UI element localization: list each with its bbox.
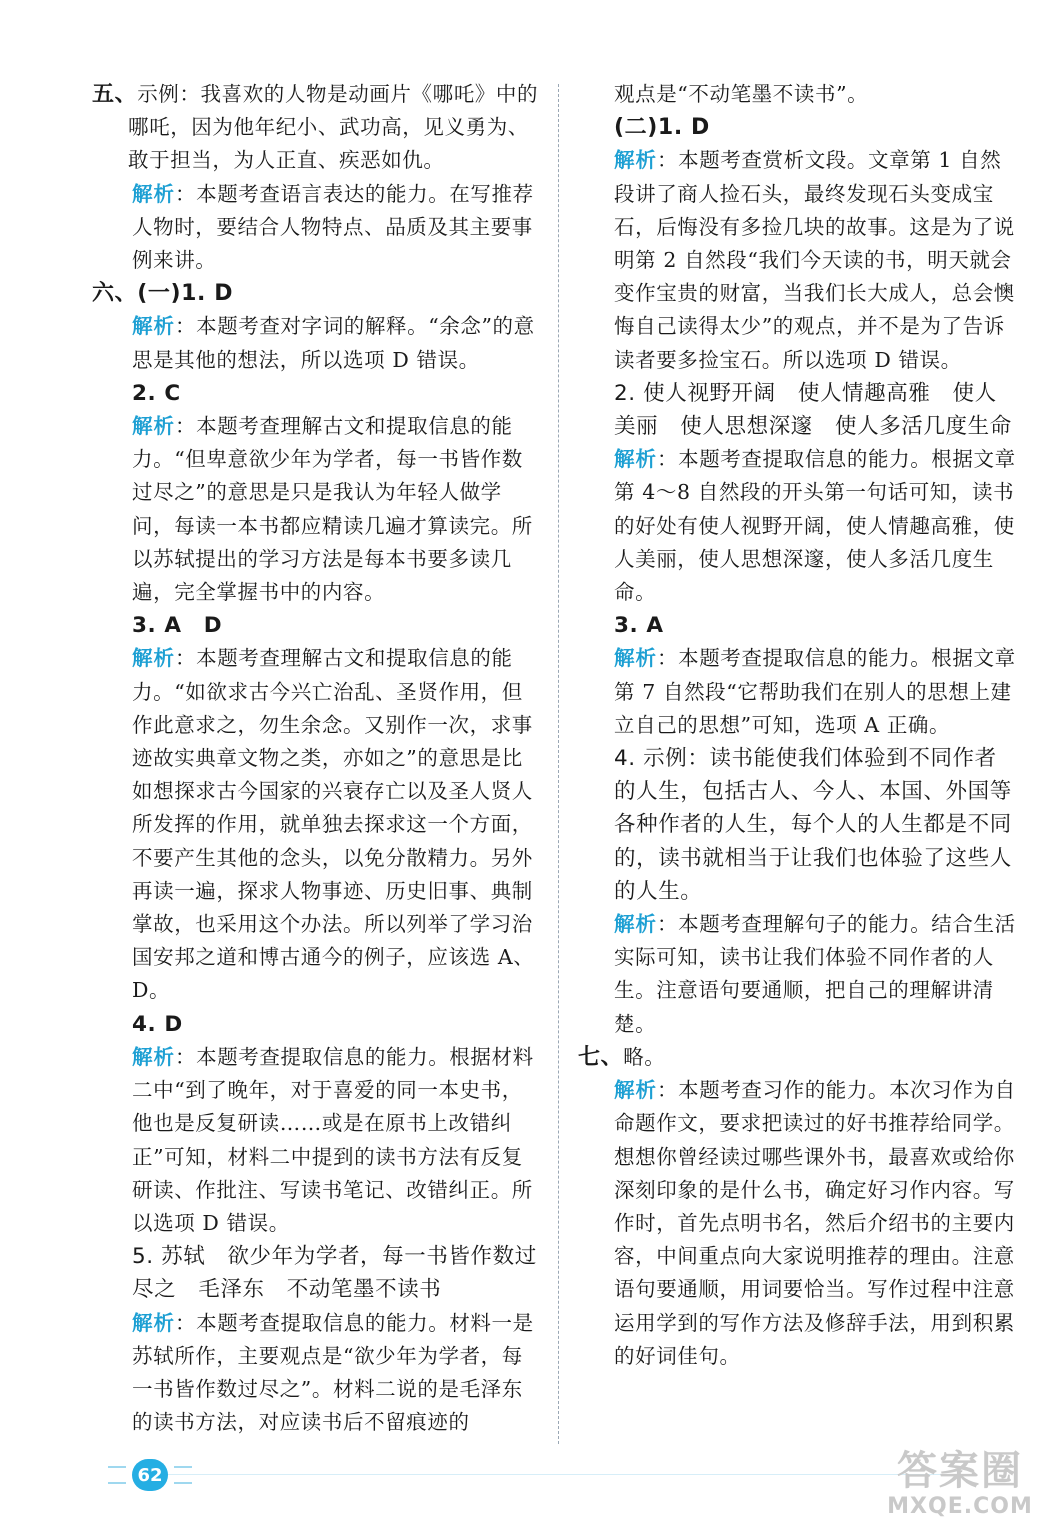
explanation-tag: 解析 (132, 414, 175, 439)
q6-3-explanation: 解析：本题考查理解古文和提取信息的能力。“如欲求古今兴亡治乱、圣贤作用，但作此意求之，勿生余念。又别作一次，求事迹故实典章文物之类，亦如之”的意思是比如想探求古今国家的兴衰存亡以及圣人贤人所发挥的作用，就单独去探求这一个方面，不要产生其他的念头，以免分散精力。另外再读一遍，探求人物事迹、历史旧事、典制掌故，也采用这个办法。所以列举了学习治国安邦之道和博古通今的例子，应该选 A、D。 (132, 646, 535, 1003)
r3-explanation: 解析：本题考查提取信息的能力。根据文章第 7 自然段“它帮助我们在别人的思想上建立自己的思想”可知，选项 A 正确。 (614, 646, 1016, 737)
q6-5-explanation: 解析：本题考查提取信息的能力。材料一是苏轼所作，主要观点是“欲少年为学者，每一书皆作数过尽之”。材料二说的是毛泽东的读书方法，对应读书后不留痕迹的 (132, 1310, 534, 1435)
q5-label: 五、 (92, 82, 138, 107)
q6-sub2-heading: (二)1. D (614, 115, 710, 141)
watermark-logo: 答案圈 MXQE.COM (887, 1448, 1033, 1519)
r1-explanation: 解析：本题考查赏析文段。文章第 1 自然段讲了商人捡石头，最终发现石头变成宝石，后悔没有多捡几块的故事。这是为了说明第 2 自然段“我们今天读的书，明天就会变作宝贵的财富，当我们长大成人，总会懊悔自己读得太少”的观点，并不是为了告诉读者要多捡宝石。所以选项 D 错误。 (614, 148, 1015, 372)
q6-heading (92, 277, 540, 310)
q6-4-explanation: 解析：本题考查提取信息的能力。根据材料二中“到了晚年，对于喜爱的同一本史书，他也是反复研读……或是在原书上改错纠正”可知，材料二中提到的读书方法有反复研读、作批注、写读书笔记、改错纠正。所以选项 D 错误。 (132, 1044, 534, 1235)
q7-explanation: 解析：本题考查习作的能力。本次习作为自命题作文，要求把读过的好书推荐给同学。想想你曾经读过哪些课外书，最喜欢或给你深刻印象的是什么书，确定好习作内容。写作时，首先点明书名，然后介绍书的主要内容，中间重点向大家说明推荐的理由。注意语句要通顺，用词要恰当。写作过程中注意运用学到的写作方法及修辞手法，用到积累的好词佳句。 (614, 1078, 1016, 1368)
q6-3-answer: 3. A D (132, 613, 223, 639)
q6-5-answer: 5. 苏轼 欲少年为学者，每一书皆作数过尽之 毛泽东 不动笔墨不读书 (132, 1244, 537, 1303)
footer-decoration-right (174, 1466, 192, 1484)
q6-1-explanation: 解析：本题考查对字词的解释。“余念”的意思是其他的想法，所以选项 D 错误。 (132, 314, 535, 372)
r4-answer: 4. 示例：读书能使我们体验到不同作者的人生，包括古人、今人、本国、外国等各种作者的人生，每个人的人生都是不同的，读书就相当于让我们也体验了这些人的人生。 (614, 746, 1012, 904)
q5-text: 示例：我喜欢的人物是动画片《哪吒》中的哪吒，因为他年纪小、武功高，见义勇为、敢于担当，为人正直、疾恶如仇。 (128, 82, 539, 173)
explanation-tag: 解析 (614, 447, 657, 472)
explanation-tag: 解析 (132, 181, 175, 206)
q7-answer: 七、略。 (578, 1044, 666, 1070)
explanation-tag: 解析 (614, 148, 657, 173)
q6-5-explanation-cont: 观点是“不动笔墨不读书”。 (614, 82, 869, 106)
left-column (92, 78, 540, 1439)
q7-label: 七、 (578, 1044, 624, 1070)
explanation-tag: 解析 (132, 646, 175, 671)
q6-sub1-answer: (一)1. D (137, 281, 234, 307)
column-divider (558, 84, 559, 1444)
explanation-tag: 解析 (132, 1044, 175, 1069)
right-column (578, 78, 1018, 1373)
q6-label: 六、 (92, 281, 138, 307)
r2-answer: 2. 使人视野开阔 使人情趣高雅 使人美丽 使人思想深邃 使人多活几度生命 (614, 380, 1012, 440)
explanation-tag: 解析 (614, 646, 657, 671)
r3-answer: 3. A (614, 613, 664, 639)
footer-line (150, 1474, 950, 1475)
explanation-tag: 解析 (132, 1310, 175, 1335)
r2-explanation: 解析：本题考查提取信息的能力。根据文章第 4～8 自然段的开头第一句话可知，读书的好处有使人视野开阔，使人情趣高雅，使人美丽，使人思想深邃，使人多活几度生命。 (614, 447, 1016, 605)
q5-explanation: 解析：本题考查语言表达的能力。在写推荐人物时，要结合人物特点、品质及其主要事例来讲。 (132, 181, 534, 273)
r4-explanation: 解析：本题考查理解句子的能力。结合生活实际可知，读书让我们体验不同作者的人生。注意语句要通顺，把自己的理解讲清楚。 (614, 912, 1016, 1036)
footer-decoration-left (108, 1466, 126, 1484)
explanation-tag: 解析 (614, 912, 657, 937)
explanation-tag: 解析 (614, 1078, 657, 1103)
q5-answer (92, 78, 540, 178)
q6-2-answer: 2. C (132, 380, 181, 406)
page-footer (108, 1455, 192, 1495)
explanation-tag: 解析 (132, 314, 175, 339)
q6-4-answer: 4. D (132, 1011, 183, 1037)
page-number: 62 (132, 1459, 168, 1491)
q6-2-explanation: 解析：本题考查理解古文和提取信息的能力。“但卑意欲少年为学者，每一书皆作数过尽之”的意思是只是我认为年轻人做学问，每读一本书都应精读几遍才算读完。所以苏轼提出的学习方法是每本书要多读几遍，完全掌握书中的内容。 (132, 414, 533, 605)
